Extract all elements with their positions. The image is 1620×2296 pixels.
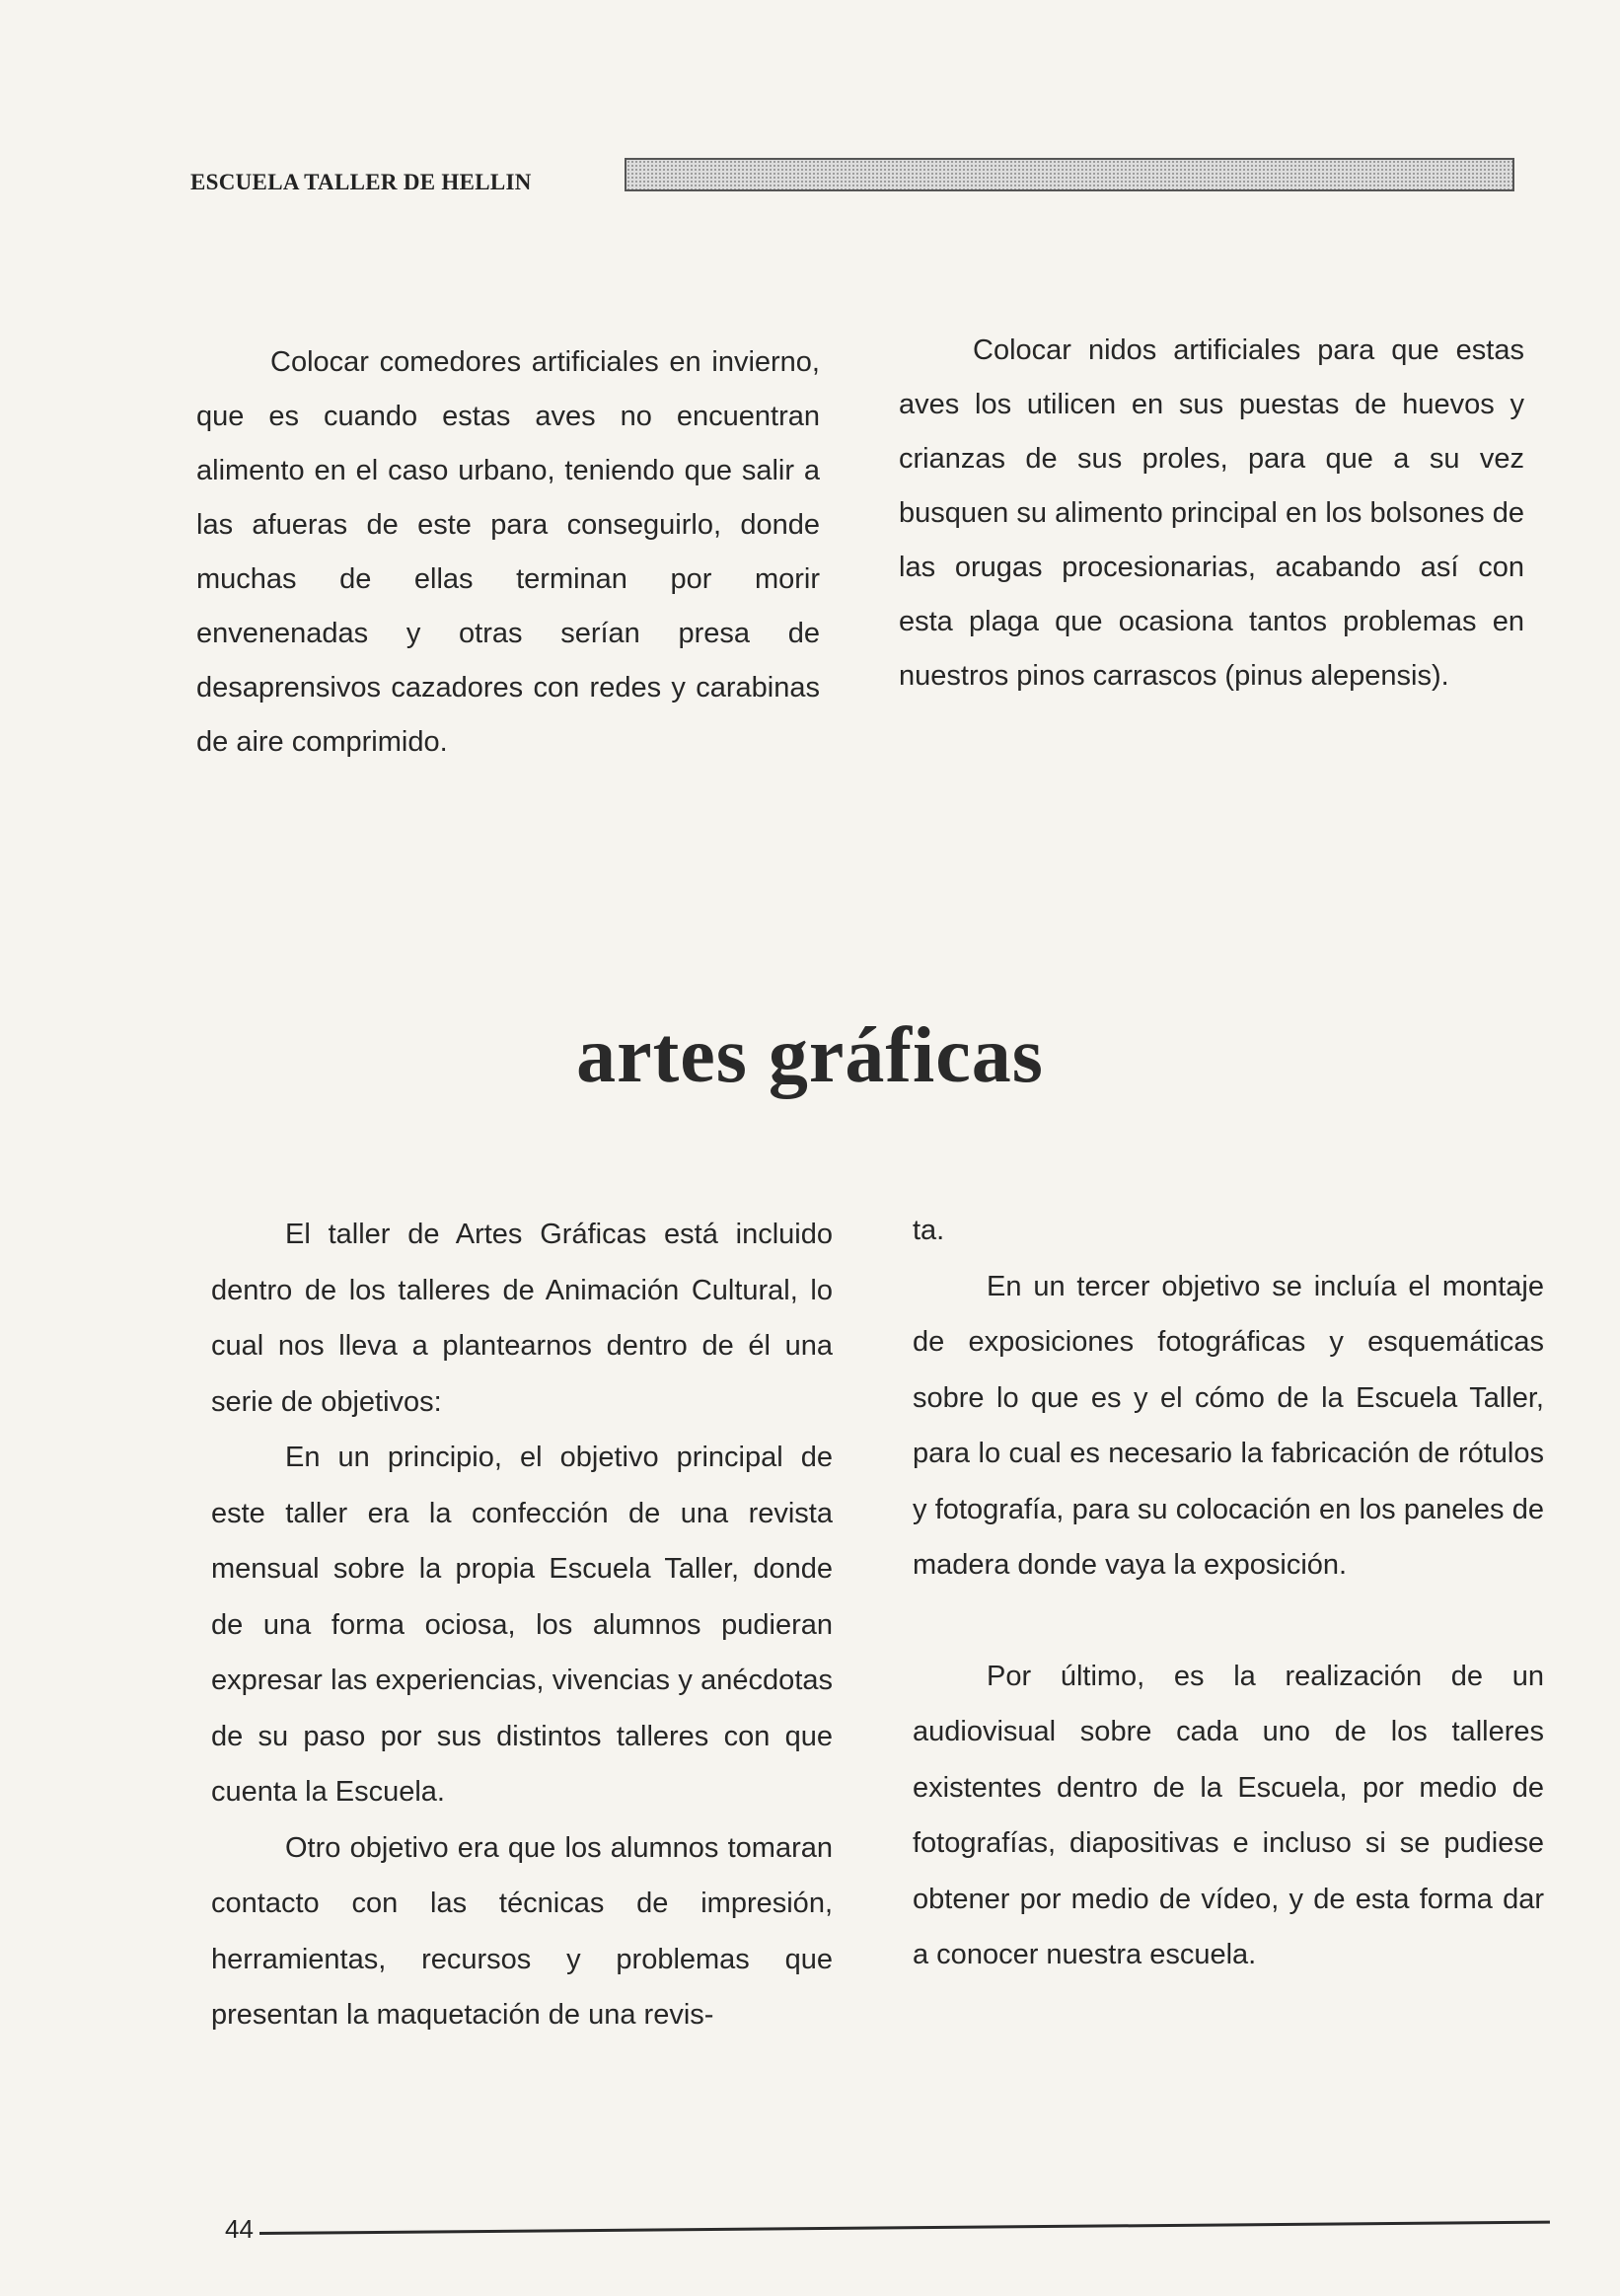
paragraph: Por último, es la realización de un audiovisual sobre cada uno de los talleres existentes dentro de la Escuela, por medio de fotografías, diapositivas e incluso si se pudiese obtener por medio de vídeo, y de esta forma dar a conocer nuestra escuela.	[913, 1660, 1544, 1970]
header-title: ESCUELA TALLER DE HELLIN	[190, 170, 532, 194]
paragraph-spacer	[913, 1593, 1544, 1649]
bottom-right-column	[913, 1203, 1544, 1983]
running-header	[190, 158, 1517, 197]
paragraph: Colocar comedores artificiales en invierno, que es cuando estas aves no encuentran alimento en el caso urbano, teniendo que salir a las afueras de este para conseguirlo, donde muchas de ellas terminan por morir envenenadas y otras serían presa de desaprensivos cazadores con redes y carabinas de aire comprimido.	[196, 346, 820, 758]
paragraph: Colocar nidos artificiales para que estas aves los utilicen en sus puestas de huevos y crianzas de sus proles, para que a su vez busquen su alimento principal en los bolsones de las orugas procesionarias, acabando así con esta plaga que ocasiona tantos problemas en nuestros pinos carrascos (pinus alepensis).	[899, 334, 1524, 692]
top-left-column	[196, 335, 820, 770]
footer-rule	[259, 2221, 1550, 2235]
paragraph: Otro objetivo era que los alumnos tomaran contacto con las técnicas de impresión, herramientas, recursos y problemas que presentan la maquetación de una revis-	[211, 1831, 833, 2031]
section-title: artes gráficas	[576, 1012, 1044, 1099]
top-right-column	[899, 324, 1524, 704]
paragraph: En un principio, el objetivo principal de este taller era la confección de una revista mensual sobre la propia Escuela Taller, donde de una forma ociosa, los alumnos pudieran expresar las experiencias, vivencias y anécdotas de su paso por sus distintos talleres con que cuenta la Escuela.	[211, 1442, 833, 1808]
paragraph: En un tercer objetivo se incluía el montaje de exposiciones fotográficas y esquemáticas sobre lo que es y el cómo de la Escuela Taller, para lo cual es necesario la fabricación de rótulos y fotografía, para su colocación en los paneles de madera donde vaya la exposición.	[913, 1270, 1544, 1581]
paragraph-continuation: ta.	[913, 1215, 945, 1246]
bottom-left-column	[211, 1207, 833, 2043]
page-footer	[225, 2214, 1552, 2254]
page-number: 44	[225, 2214, 254, 2244]
header-decorative-bar	[625, 158, 1514, 191]
paragraph: El taller de Artes Gráficas está incluido dentro de los talleres de Animación Cultural, lo cual nos lleva a plantearnos dentro de él una serie de objetivos:	[211, 1219, 833, 1418]
